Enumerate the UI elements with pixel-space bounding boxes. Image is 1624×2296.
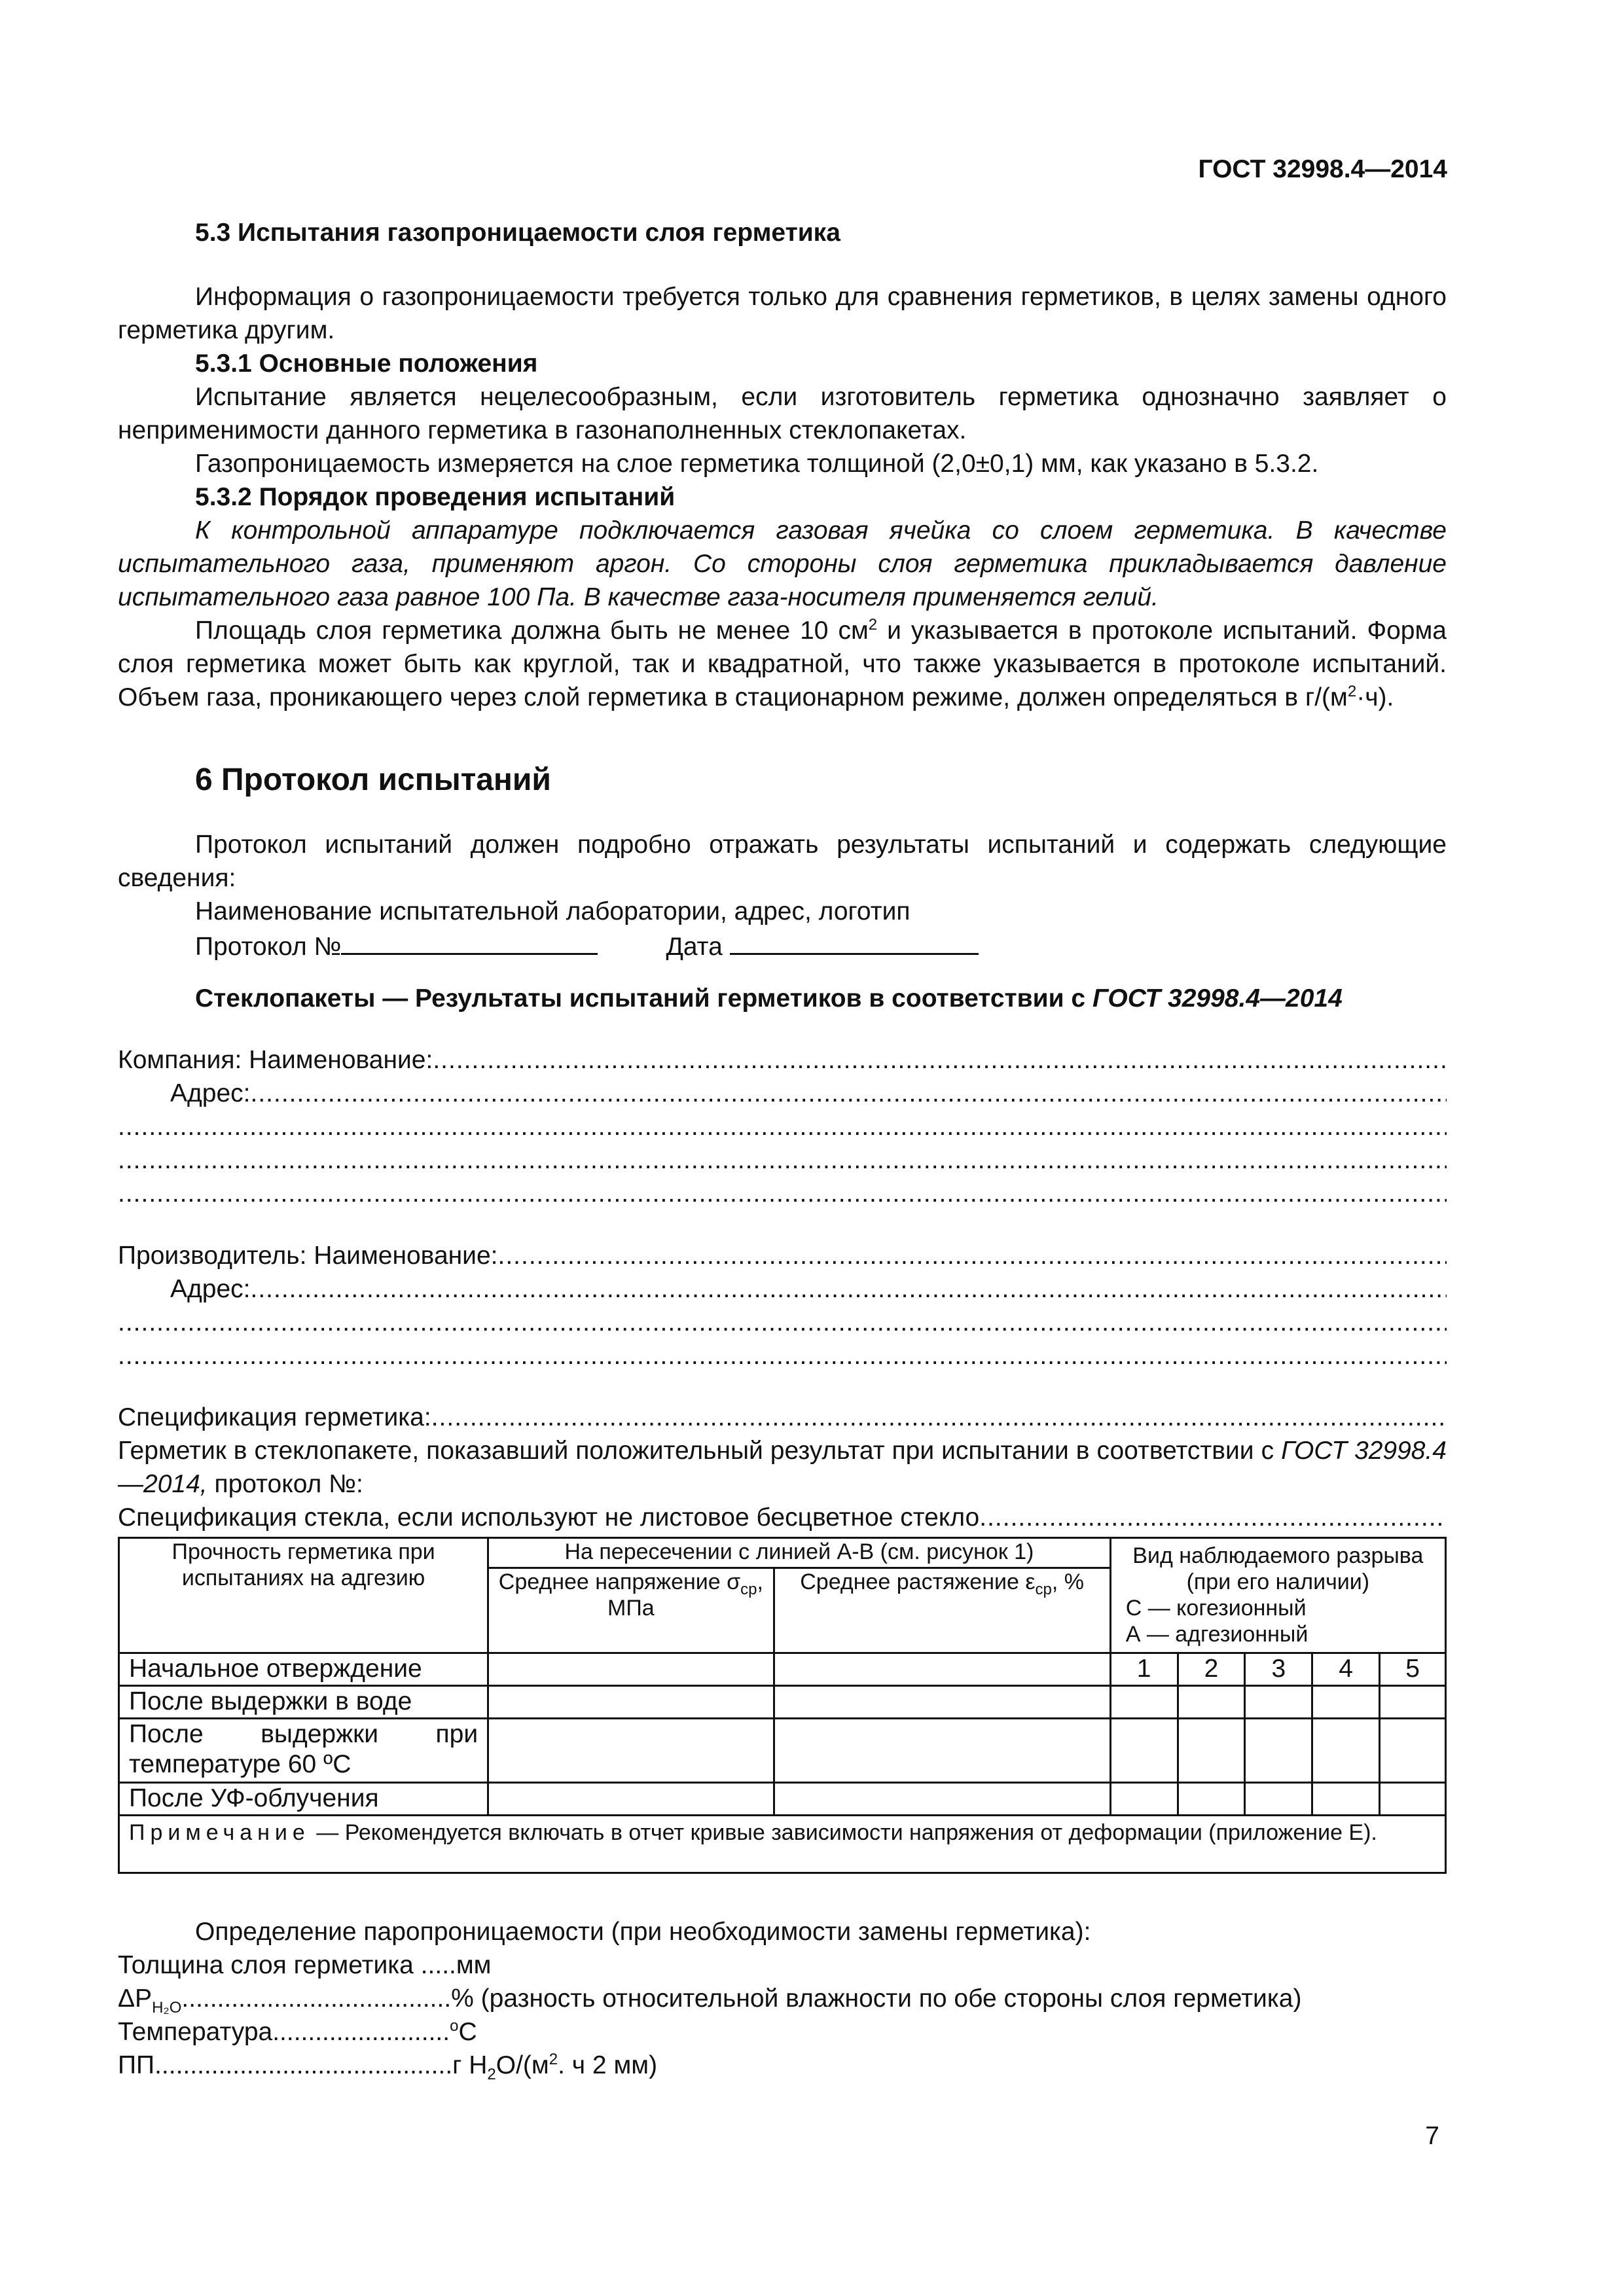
protocol-number-blank [341, 928, 598, 955]
page-number: 7 [1425, 2122, 1439, 2150]
address-label: Адрес: [170, 1079, 251, 1107]
section-6-body [118, 828, 1447, 963]
col-header-stress [488, 1568, 774, 1653]
table-cell [774, 1686, 1110, 1719]
dotted-leader [498, 1239, 1447, 1272]
manufacturer-name-label: Производитель: Наименование: [118, 1242, 498, 1270]
table-cell [1178, 1783, 1245, 1816]
vapor-thickness: Толщина слоя герметика .....мм [118, 1951, 492, 1979]
text-fragment: Среднее растяжение ε [800, 1570, 1036, 1594]
text-fragment: , МПа [607, 1570, 763, 1621]
vapor-title: Определение паропроницаемости (при необходимости замены герметика): [195, 1918, 1091, 1946]
table-cell [1380, 1783, 1446, 1816]
subscript: H₂O [152, 1998, 182, 2017]
section-6-title: 6 Протокол испытаний [195, 762, 551, 797]
paragraph-5-3-2-italic: К контрольной аппаратуре подключается газовая ячейка со слоем герметика. В качестве испытательного газа, применяют аргон. Со стороны слоя герметика прикладывается давление испытательного газа равное 100 Па. В качестве газа-носителя применяется гелий. [118, 516, 1447, 611]
text-fragment: С [458, 2018, 477, 2046]
col-header-strength: Прочность герметика при испытаниях на адгезию [119, 1538, 488, 1653]
protocol-line [118, 928, 1447, 963]
vapor-dp [118, 1982, 1447, 2015]
specification-block [118, 1401, 1447, 1534]
paragraph-5-3-1-a: Испытание является нецелесообразным, если изготовитель герметика однозначно заявляет о неприменимости данного герметика в газонаполненных стеклопакетах. [118, 383, 1447, 444]
glass-spec-line [118, 1501, 1447, 1534]
company-name-line [118, 1043, 1447, 1077]
dotted-leader [118, 1143, 1447, 1177]
text-fragment: ......................................% (разность относительной влажности по обе стороны слоя герметика) [181, 1984, 1302, 2013]
table-cell [488, 1783, 774, 1816]
subsection-5-3-2-title: 5.3.2 Порядок проведения испытаний [195, 483, 676, 511]
text-fragment: Площадь слоя герметика должна быть не менее 10 см [195, 617, 869, 645]
section-5-3-body [118, 280, 1447, 714]
failure-cohesive: С — когезионный [1125, 1596, 1307, 1621]
vapor-permeability [118, 2049, 1447, 2082]
dotted-line [118, 1110, 1447, 1143]
dotted-leader [250, 1077, 1447, 1110]
subscript: ср [1035, 1580, 1052, 1598]
results-table [118, 1537, 1447, 1874]
sealant-spec-line [118, 1401, 1447, 1434]
superscript: 2 [868, 616, 878, 634]
row-label: Начальное отверждение [119, 1653, 488, 1686]
text-fragment: Среднее напряжение σ [498, 1570, 741, 1594]
col-header-strain [774, 1568, 1110, 1653]
text-fragment: . ч 2 мм) [558, 2051, 658, 2079]
superscript: 2 [549, 2051, 558, 2068]
failure-number: 1 [1110, 1653, 1178, 1686]
table-note [119, 1816, 1446, 1873]
subscript: ср [740, 1580, 757, 1598]
failure-type-title: Вид наблюдаемого разрыва (при его наличии) [1132, 1543, 1424, 1594]
company-block [118, 1043, 1447, 1210]
dotted-leader [250, 1272, 1447, 1306]
dotted-line [118, 1177, 1447, 1210]
dotted-leader [118, 1110, 1447, 1143]
vapor-block [118, 1915, 1447, 2082]
dotted-leader [431, 1401, 1447, 1434]
table-cell [1178, 1686, 1245, 1719]
table-cell [1110, 1686, 1178, 1719]
superscript: о [450, 2017, 459, 2035]
superscript: 2 [1347, 683, 1357, 700]
glass-spec-label: Спецификация стекла, если используют не листовое бесцветное стекло [118, 1503, 980, 1532]
text-fragment: ·ч). [1356, 683, 1394, 711]
results-title-text: Стеклопакеты — Результаты испытаний герметиков в соответствии с [195, 984, 1092, 1013]
standard-header: ГОСТ 32998.4—2014 [1198, 155, 1447, 183]
address-label: Адрес: [170, 1275, 251, 1303]
text-fragment: протокол №: [207, 1470, 363, 1498]
table-cell [1312, 1686, 1380, 1719]
lab-line: Наименование испытательной лаборатории, адрес, логотип [195, 897, 911, 925]
sealant-in-unit-text [118, 1434, 1447, 1501]
paragraph-protocol-intro: Протокол испытаний должен подробно отражать результаты испытаний и содержать следующие сведения: [118, 831, 1447, 892]
date-label: Дата [666, 933, 723, 961]
standard-reference: ГОСТ 32998.4—2014, [118, 1437, 1447, 1498]
dotted-leader [118, 1306, 1447, 1339]
dotted-leader [433, 1043, 1447, 1077]
manufacturer-name-line [118, 1239, 1447, 1272]
text-fragment: Герметик в стеклопакете, показавший положительный результат при испытании в соответствии с [118, 1437, 1282, 1465]
row-label: После УФ-облучения [119, 1783, 488, 1816]
row-label: После выдержки при температуре 60 ºС [119, 1719, 488, 1783]
table-cell [1380, 1719, 1446, 1783]
note-text: — Рекомендуется включать в отчет кривые зависимости напряжения от деформации (приложение Е). [310, 1820, 1377, 1845]
paragraph-5-3-1-b: Газопроницаемость измеряется на слое герметика толщиной (2,0±0,1) мм, как указано в 5.3.2. [195, 450, 1319, 478]
dotted-line [118, 1306, 1447, 1339]
failure-number: 2 [1178, 1653, 1245, 1686]
text-fragment: ПП..........................................г Н [118, 2051, 488, 2079]
table-cell [1178, 1719, 1245, 1783]
note-label: Примечание [129, 1820, 310, 1845]
dotted-leader [118, 1339, 1447, 1372]
failure-number: 5 [1380, 1653, 1446, 1686]
paragraph-5-3-2-area [118, 614, 1447, 714]
text-fragment: , % [1051, 1570, 1084, 1594]
table-cell [1245, 1686, 1312, 1719]
text-fragment: и указывается в протоколе испытаний. Форма слоя герметика может быть как круглой, так и квадратной, что также указывается в протоколе испытаний. Объем газа, проникающего через слой герметика в стационарном режиме, должен определяться в г/(м [118, 617, 1447, 711]
manufacturer-address-line [118, 1272, 1447, 1306]
col-header-failure-type [1110, 1538, 1445, 1653]
failure-number: 3 [1245, 1653, 1312, 1686]
table-cell [774, 1783, 1110, 1816]
dotted-leader [118, 1177, 1447, 1210]
company-address-line [118, 1077, 1447, 1110]
table-cell [774, 1653, 1110, 1686]
table-cell [1380, 1686, 1446, 1719]
manufacturer-block [118, 1239, 1447, 1372]
subsection-5-3-1-title: 5.3.1 Основные положения [195, 350, 538, 378]
table-cell [1110, 1719, 1178, 1783]
dotted-line [118, 1339, 1447, 1372]
failure-number: 4 [1312, 1653, 1380, 1686]
sealant-spec-label: Спецификация герметика: [118, 1403, 431, 1431]
table-cell [1110, 1783, 1178, 1816]
col-group-header: На пересечении с линией А-В (см. рисунок 1) [488, 1538, 1111, 1568]
section-5-3-title: 5.3 Испытания газопроницаемости слоя герметика [195, 219, 840, 247]
table-cell [488, 1719, 774, 1783]
table-cell [1245, 1719, 1312, 1783]
table-cell [488, 1686, 774, 1719]
vapor-temperature [118, 2015, 1447, 2049]
results-title [195, 982, 1343, 1015]
dotted-leader [979, 1501, 1447, 1534]
company-name-label: Компания: Наименование: [118, 1046, 433, 1074]
table-cell [774, 1719, 1110, 1783]
table-cell [488, 1653, 774, 1686]
table-cell [1312, 1719, 1380, 1783]
row-label: После выдержки в воде [119, 1686, 488, 1719]
date-blank [730, 928, 979, 955]
text-fragment: Температура......................... [118, 2018, 450, 2046]
table-cell [1312, 1783, 1380, 1816]
protocol-number-label: Протокол № [195, 933, 342, 961]
subscript: 2 [487, 2065, 496, 2083]
paragraph-intro: Информация о газопроницаемости требуется только для сравнения герметиков, в целях замены одного герметика другим. [118, 283, 1447, 344]
failure-adhesive: А — адгезионный [1125, 1622, 1308, 1647]
text-fragment: О/(м [496, 2051, 549, 2079]
results-title-ref: ГОСТ 32998.4—2014 [1092, 984, 1343, 1013]
table-cell [1245, 1783, 1312, 1816]
text-fragment: ΔP [118, 1984, 153, 2013]
dotted-line [118, 1143, 1447, 1177]
